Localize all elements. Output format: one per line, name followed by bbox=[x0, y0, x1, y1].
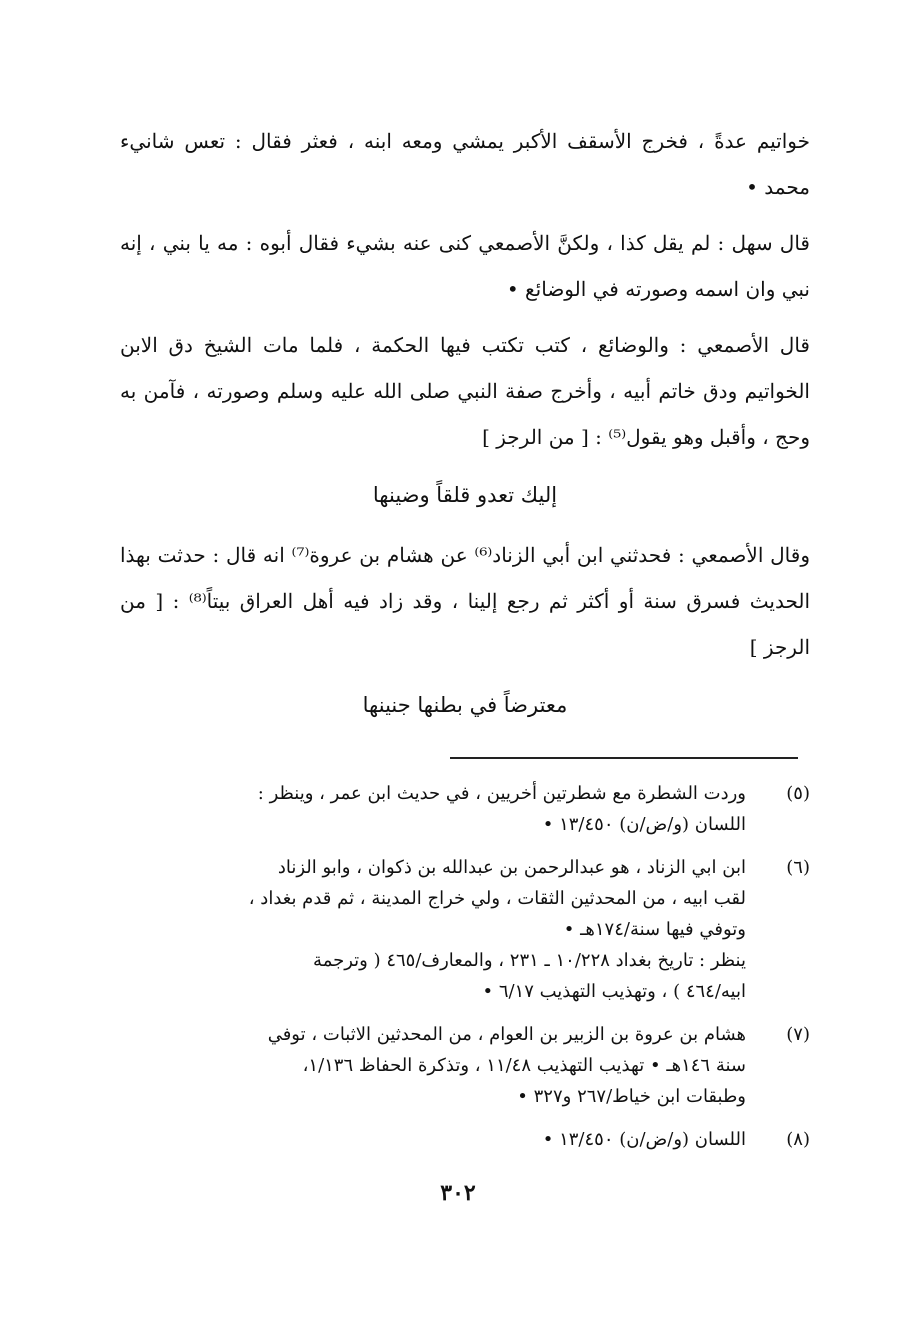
footnote-line: هشام بن عروة بن الزبير بن العوام ، من المحدثين الاثبات ، توفي bbox=[267, 1024, 746, 1045]
paragraph-2: قال سهل : لم يقل كذا ، ولكنَّ الأصمعي كنى عنه بشيء فقال أبوه : مه يا بني ، إنه نبي وان اسمه وصورته في الوضائع • bbox=[120, 231, 810, 301]
footnote-divider bbox=[450, 757, 798, 759]
page-number: ٣٠٢ bbox=[440, 1180, 476, 1206]
footnote-line: وتوفي فيها سنة/١٧٤هـ • bbox=[563, 919, 746, 940]
footnote-text bbox=[150, 852, 746, 1007]
footnote-line: سنة ١٤٦هـ • تهذيب التهذيب ١١/٤٨ ، وتذكرة الحفاظ ١/١٣٦، bbox=[302, 1055, 746, 1076]
footnote-line: ابن ابي الزناد ، هو عبدالرحمن بن عبدالله بن ذكوان ، وابو الزناد bbox=[277, 857, 746, 878]
main-text bbox=[120, 118, 810, 742]
footnote-line: لقب ابيه ، من المحدثين الثقات ، ولي خراج المدينة ، ثم قدم بغداد ، bbox=[248, 888, 746, 909]
footnote-line: وطبقات ابن خياط/٢٦٧ و٣٢٧ • bbox=[517, 1086, 746, 1107]
footnote-number: (٧) bbox=[786, 1024, 810, 1045]
footnote-line: ابيه/٤٦٤ ) ، وتهذيب التهذيب ٦/١٧ • bbox=[482, 981, 746, 1002]
paragraph-4: وقال الأصمعي : فحدثني ابن أبي الزناد⁽⁶⁾ عن هشام بن عروة⁽⁷⁾ انه قال : حدثت بهذا الحديث فسرق سنة أو أكثر ثم رجع إلينا ، وقد زاد فيه أهل العراق بيتاً⁽⁸⁾ : [ من الرجز ] bbox=[120, 543, 811, 659]
verse-2: معترضاً في بطنها جنينها bbox=[362, 693, 568, 717]
footnote-line: اللسان (و/ض/ن) ١٣/٤٥٠ • bbox=[542, 814, 746, 835]
footnote-line: ينظر : تاريخ بغداد ١٠/٢٢٨ ـ ٢٣١ ، والمعارف/٤٦٥ ( وترجمة bbox=[313, 950, 746, 971]
footnote-number: (٨) bbox=[786, 1129, 810, 1150]
footnote-6 bbox=[150, 852, 810, 1007]
footnote-text bbox=[150, 1019, 746, 1112]
footnote-number: (٦) bbox=[786, 857, 810, 878]
footnote-line: وردت الشطرة مع شطرتين أخريين ، في حديث ابن عمر ، وينظر : bbox=[257, 783, 746, 804]
paragraph-3: قال الأصمعي : والوضائع ، كتب تكتب فيها الحكمة ، فلما مات الشيخ دق الابن الخواتيم ودق خاتم أبيه ، وأخرج صفة النبي صلى الله عليه وسلم وصورته ، فآمن به وحج ، وأقبل وهو يقول⁽⁵⁾ : [ من الرجز ] bbox=[120, 333, 810, 449]
footnotes bbox=[150, 778, 810, 1167]
footnote-8 bbox=[150, 1124, 810, 1155]
footnote-number: (٥) bbox=[786, 783, 810, 804]
footnote-5 bbox=[150, 778, 810, 840]
footnote-text bbox=[150, 1124, 746, 1155]
footnote-text bbox=[150, 778, 746, 840]
footnote-line: اللسان (و/ض/ن) ١٣/٤٥٠ • bbox=[542, 1129, 746, 1150]
paragraph-1: خواتيم عدةً ، فخرج الأسقف الأكبر يمشي ومعه ابنه ، فعثر فقال : تعس شانيء محمد • bbox=[120, 129, 810, 199]
footnote-7 bbox=[150, 1019, 810, 1112]
verse-1: إليك تعدو قلقاً وضينها bbox=[372, 483, 558, 507]
